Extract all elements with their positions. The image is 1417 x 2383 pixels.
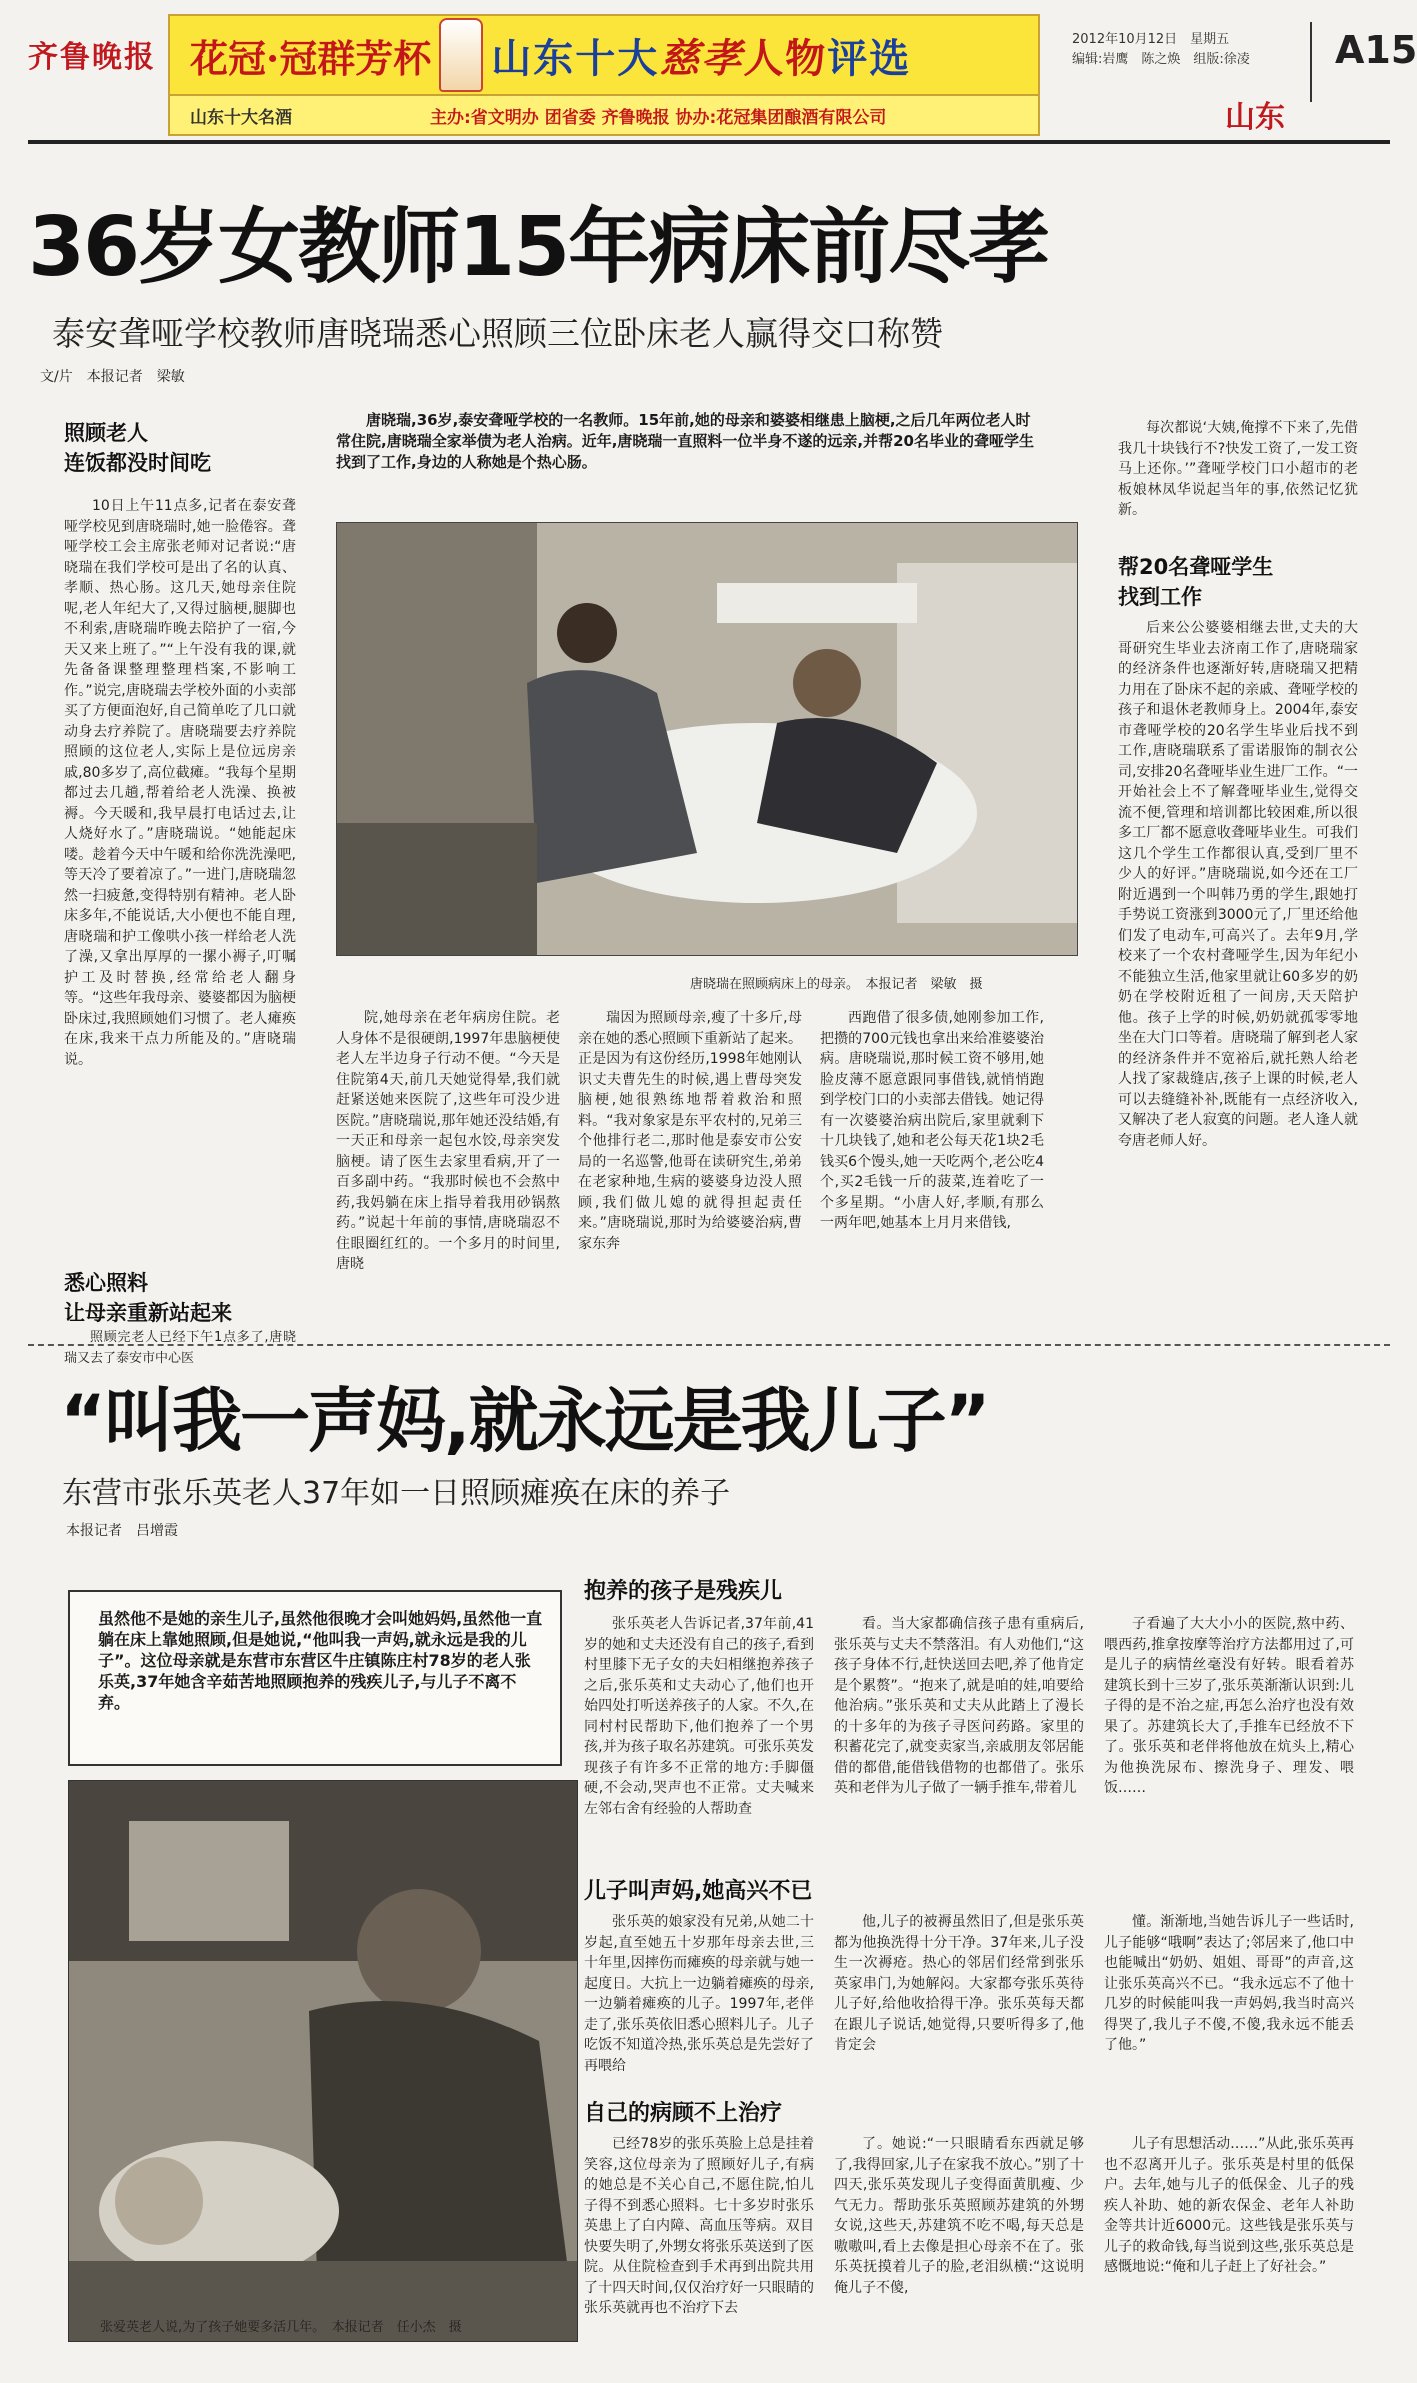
byline: 本报记者 吕增霞 [66,1523,178,1539]
article-column: 张乐英的娘家没有兄弟,从她二十岁起,直至她五十岁那年母亲去世,三十年里,因摔伤而瘫痪的母亲就与她一起度日。大抗上一边躺着瘫痪的母亲,一边躺着瘫痪的儿子。1997年,老伴走了,张乐英依旧悉心照料儿子。儿子吃饭不知道冷热,张乐英总是先尝好了再喂给 [584,1914,814,2074]
article-column: 儿子有思想活动……”从此,张乐英再也不忍离开儿子。张乐英是村里的低保户。去年,她与儿子的低保金、儿子的残疾人补助、她的新农保金、老年人补助金等共计近6000元。这些钱是张乐英与儿子的救命钱,每当说到这些,张乐英总是感慨地说:“俺和儿子赶上了好社会。” [1104,2136,1354,2275]
article-column: 院,她母亲在老年病房住院。老人身体不是很硬朗,1997年患脑梗使老人左半边身子行动不便。“今天是住院第4天,前几天她觉得晕,我们就赶紧送她来医院了,这些年可没少进医院。”唐晓瑞说,那年她还没结婚,有一天正和母亲一起包水饺,母亲突发脑梗。请了医生去家里看病,开了一百多副中药。“我那时候也不会熬中药,我妈躺在床上指导着我用砂锅熬药。”说起十年前的事情,唐晓瑞忍不住眼圈红红的。一个多月的时间里,唐晓 [336,1010,560,1272]
article-column: 懂。渐渐地,当她告诉儿子一些话时,儿子能够“哦啊”表达了;邻居来了,他口中也能喊出“奶奶、姐姐、哥哥”的声音,这让张乐英高兴不已。“我永远忘不了他十几岁的时候能叫我一声妈妈,我当时高兴得哭了,我儿子不傻,不傻,我永远不能丢了他。” [1104,1914,1354,2053]
article-column: 后来公公婆婆相继去世,丈夫的大哥研究生毕业去济南工作了,唐晓瑞家的经济条件也逐渐好转,唐晓瑞又把精力用在了卧床不起的亲戚、聋哑学校的孩子和退休老教师身上。2004年,泰安市聋哑学校的20名学生毕业后找不到工作,唐晓瑞联系了雷诺服饰的制衣公司,安排20名聋哑毕业生进厂工作。“一开始社会上不了解聋哑毕业生,觉得交流不便,管理和培训都比较困难,所以很多工厂都不愿意收聋哑毕业生。可我们这几个学生工作都很认真,受到厂里不少人的好评。”唐晓瑞说,如今还在工厂附近遇到一个叫韩乃勇的学生,跟她打手势说工资涨到3000元了,厂里还给他们发了电动车,可高兴了。去年9月,学校来了一个农村聋哑学生,因为年纪小不能独立生活,他家里就让60多岁的奶奶在学校附近租了一间房,天天陪护他。孩子上学的时候,奶奶就孤零零地坐在大门口等着。唐晓瑞了解到老人家的经济条件并不宽裕后,就托熟人给老人找了家裁缝店,孩子上课的时候,老人可以去缝缝补补,既能有一点经济收入,又解决了老人寂寞的问题。老人逢人就夸唐老师人好。 [1118,620,1358,1149]
photo-mother-and-son [68,1780,578,2342]
rule [28,140,1390,144]
banner-title: 山东十大慈孝人物评选 [491,35,912,82]
article-column: 照顾完老人已经下午1点多了,唐晓瑞又去了泰安市中心医 [64,1330,296,1366]
section-heading: 照顾老人 连饭都没时间吃 [64,421,211,475]
byline: 文/片 本报记者 梁敏 [40,369,185,385]
subheadline: 泰安聋哑学校教师唐晓瑞悉心照顾三位卧床老人赢得交口称赞 [52,314,943,353]
article-column: 每次都说‘大姨,俺撑不下来了,先借我几十块钱行不?快发工资了,一发工资马上还你。’”聋哑学校门口小超市的老板娘林凤华说起当年的事,依然记忆犹新。 [1118,420,1358,518]
lede: 唐晓瑞,36岁,泰安聋哑学校的一名教师。15年前,她的母亲和婆婆相继患上脑梗,之后几年两位老人时常住院,唐晓瑞全家举债为老人治病。近年,唐晓瑞一直照料一位半身不遂的远亲,并帮20名毕业的聋哑学生找到了工作,身边的人称她是个热心肠。 [336,411,1034,471]
editors-credit: 编辑:岩鹰 陈之焕 组版:徐凌 [1072,52,1250,67]
article-column: 已经78岁的张乐英脸上总是挂着笑容,这位母亲为了照顾好儿子,有病的她总是不关心自己,不愿住院,怕儿子得不到悉心照料。七十多岁时张乐英患上了白内障、高血压等病。双目快要失明了,外甥女将张乐英送到了医院。从住院检查到手术再到出院共用了十四天时间,仅仅治疗好一只眼睛的张乐英就再也不治疗下去 [584,2136,814,2316]
paper-logo: 齐鲁晚报 [28,40,156,75]
article-column: 子看遍了大大小小的医院,熬中药、喂西药,推拿按摩等治疗方法都用过了,可是儿子的病情丝毫没有好转。眼看着苏建筑长到十三岁了,张乐英渐渐认识到:儿子得的是不治之症,再怎么治疗也没有效果了。苏建筑长大了,手推车已经放不下了。张乐英和老伴将他放在炕头上,精心为他换洗尿布、擦洗身子、理发、喂饭…… [1104,1616,1354,1796]
photo-caption: 张爱英老人说,为了孩子她要多活几年。 本报记者 任小杰 摄 [100,2320,462,2335]
page-number: A15 [1335,28,1417,72]
liquor-bottle-icon [439,18,483,92]
article-column: 瑞因为照顾母亲,瘦了十多斤,母亲在她的悉心照顾下重新站了起来。正是因为有这份经历,1998年她刚认识丈夫曹先生的时候,遇上曹母突发脑梗,她很熟练地帮着救治和照料。“我对象家是东平农村的,兄弟三个他排行老二,那时他是泰安市公安局的一名巡警,他哥在读研究生,弟弟在老家种地,生病的婆婆身边没人照顾,我们做儿媳的就得担起责任来。”唐晓瑞说,那时为给婆婆治病,曹家东奔 [578,1010,802,1252]
article-column: 看。当大家都确信孩子患有重病后,张乐英与丈夫不禁落泪。有人劝他们,“这孩子身体不行,赶快送回去吧,养了他肯定是个累赘”。“抱来了,就是咱的娃,咱要给他治病。”张乐英和丈夫从此踏上了漫长的十多年的为孩子寻医问药路。家里的积蓄花完了,就变卖家当,亲戚朋友邻居能借的都借,能借钱借物的也都借了。张乐英和老伴为儿子做了一辆手推车,带着儿 [834,1616,1084,1796]
subheadline: 东营市张乐英老人37年如一日照顾瘫痪在床的养子 [62,1476,731,1511]
event-banner [168,14,1040,136]
headline: “叫我一声妈,就永远是我儿子” [60,1380,989,1462]
section-heading: 悉心照料 让母亲重新站起来 [64,1271,232,1325]
issue-date: 2012年10月12日 星期五 [1072,32,1230,47]
section-heading: 帮20名聋哑学生 找到工作 [1118,555,1274,609]
banner-brand: 山东十大名酒 [190,107,292,128]
pull-quote-box [68,1590,562,1766]
banner-sponsor: 花冠·冠群芳杯 [190,35,432,81]
section-heading: 自己的病顾不上治疗 [584,2101,783,2126]
banner-organizers: 主办:省文明办 团省委 齐鲁晚报 协办:花冠集团酿酒有限公司 [430,107,887,128]
story-divider [28,1344,1390,1346]
section-heading: 抱养的孩子是残疾儿 [584,1579,783,1604]
section-name: 山东 [1225,100,1285,135]
section-heading: 儿子叫声妈,她高兴不已 [584,1879,813,1904]
article-column: 张乐英老人告诉记者,37年前,41岁的她和丈夫还没有自己的孩子,看到村里膝下无子女的夫妇相继抱养孩子之后,张乐英和丈夫动心了,他们也开始四处打听送养孩子的人家。不久,在同村村民帮助下,他们抱养了一个男孩,并为孩子取名苏建筑。可张乐英发现孩子有许多不正常的地方:手脚僵硬,不会动,哭声也不正常。丈夫喊来左邻右舍有经验的人帮助查 [584,1616,814,1817]
dateline [1072,30,1250,70]
article-column: 10日上午11点多,记者在泰安聋哑学校见到唐晓瑞时,她一脸倦容。聋哑学校工会主席张老师对记者说:“唐晓瑞在我们学校可是出了名的认真、孝顺、热心肠。这几天,她母亲住院呢,老人年纪大了,又得过脑梗,腿脚也不利索,唐晓瑞昨晚去陪护了一宿,今天又来上班了。”“上午没有我的课,就先备备课整理整理档案,不影响工作。”说完,唐晓瑞去学校外面的小卖部买了方便面泡好,自己简单吃了几口就动身去疗养院了。唐晓瑞要去疗养院照顾的这位老人,实际上是位远房亲戚,80多岁了,高位截瘫。“我每个星期都过去几趟,帮着给老人洗澡、换被褥。今天暖和,我早晨打电话过去,让人烧好水了。”唐晓瑞说。“她能起床喽。趁着今天中午暖和给你洗洗澡吧,等天冷了要着凉了。”一进门,唐晓瑞忽然一扫疲惫,变得特别有精神。老人卧床多年,不能说话,大小便也不能自理,唐晓瑞和护工像哄小孩一样给老人洗了澡,又拿出厚厚的一摞小褥子,叮嘱护工及时替换,经常给老人翻身等。“这些年我母亲、婆婆都因为脑梗卧床过,我照顾她们习惯了。老人瘫痪在床,我来干点力所能及的。”唐晓瑞说。 [64,498,296,1068]
article-column: 了。她说:“一只眼睛看东西就足够了,我得回家,儿子在家我不放心。”别了十四天,张乐英发现儿子变得面黄肌瘦、少气无力。帮助张乐英照顾苏建筑的外甥女说,这些天,苏建筑不吃不喝,每天总是嗷嗷叫,看上去像是担心母亲不在了。张乐英抚摸着儿子的脸,老泪纵横:“这说明俺儿子不傻, [834,2136,1084,2296]
photo-caption: 唐晓瑞在照顾病床上的母亲。 本报记者 梁敏 摄 [690,977,983,992]
photo-teacher-caring-mother [336,522,1078,956]
article-column: 他,儿子的被褥虽然旧了,但是张乐英都为他换洗得十分干净。37年来,儿子没生一次褥疮。热心的邻居们经常到张乐英家串门,为她解闷。大家都夸张乐英待儿子好,给他收拾得干净。张乐英每天都在跟儿子说话,她觉得,只要听得多了,他肯定会 [834,1914,1084,2053]
pull-quote: 虽然他不是她的亲生儿子,虽然他很晚才会叫她妈妈,虽然他一直躺在床上靠她照顾,但是她说,“他叫我一声妈,就永远是我的儿子”。这位母亲就是东营市东营区牛庄镇陈庄村78岁的老人张乐英,37年她含辛茹苦地照顾抱养的残疾儿子,与儿子不离不弃。 [98,1609,543,1712]
headline: 36岁女教师15年病床前尽孝 [28,200,1049,295]
article-column: 西跑借了很多债,她刚参加工作,把攒的700元钱也拿出来给准婆婆治病。唐晓瑞说,那时候工资不够用,她脸皮薄不愿意跟同事借钱,就悄悄跑到学校门口的小卖部去借钱。她记得有一次婆婆治病出院后,家里就剩下十几块钱了,她和老公每天花1块2毛钱买6个馒头,她一天吃两个,老公吃4个,买2毛钱一斤的菠菜,连着吃了一个多星期。“小唐人好,孝顺,有那么一两年吧,她基本上月月来借钱, [820,1010,1044,1231]
divider [1310,22,1312,102]
